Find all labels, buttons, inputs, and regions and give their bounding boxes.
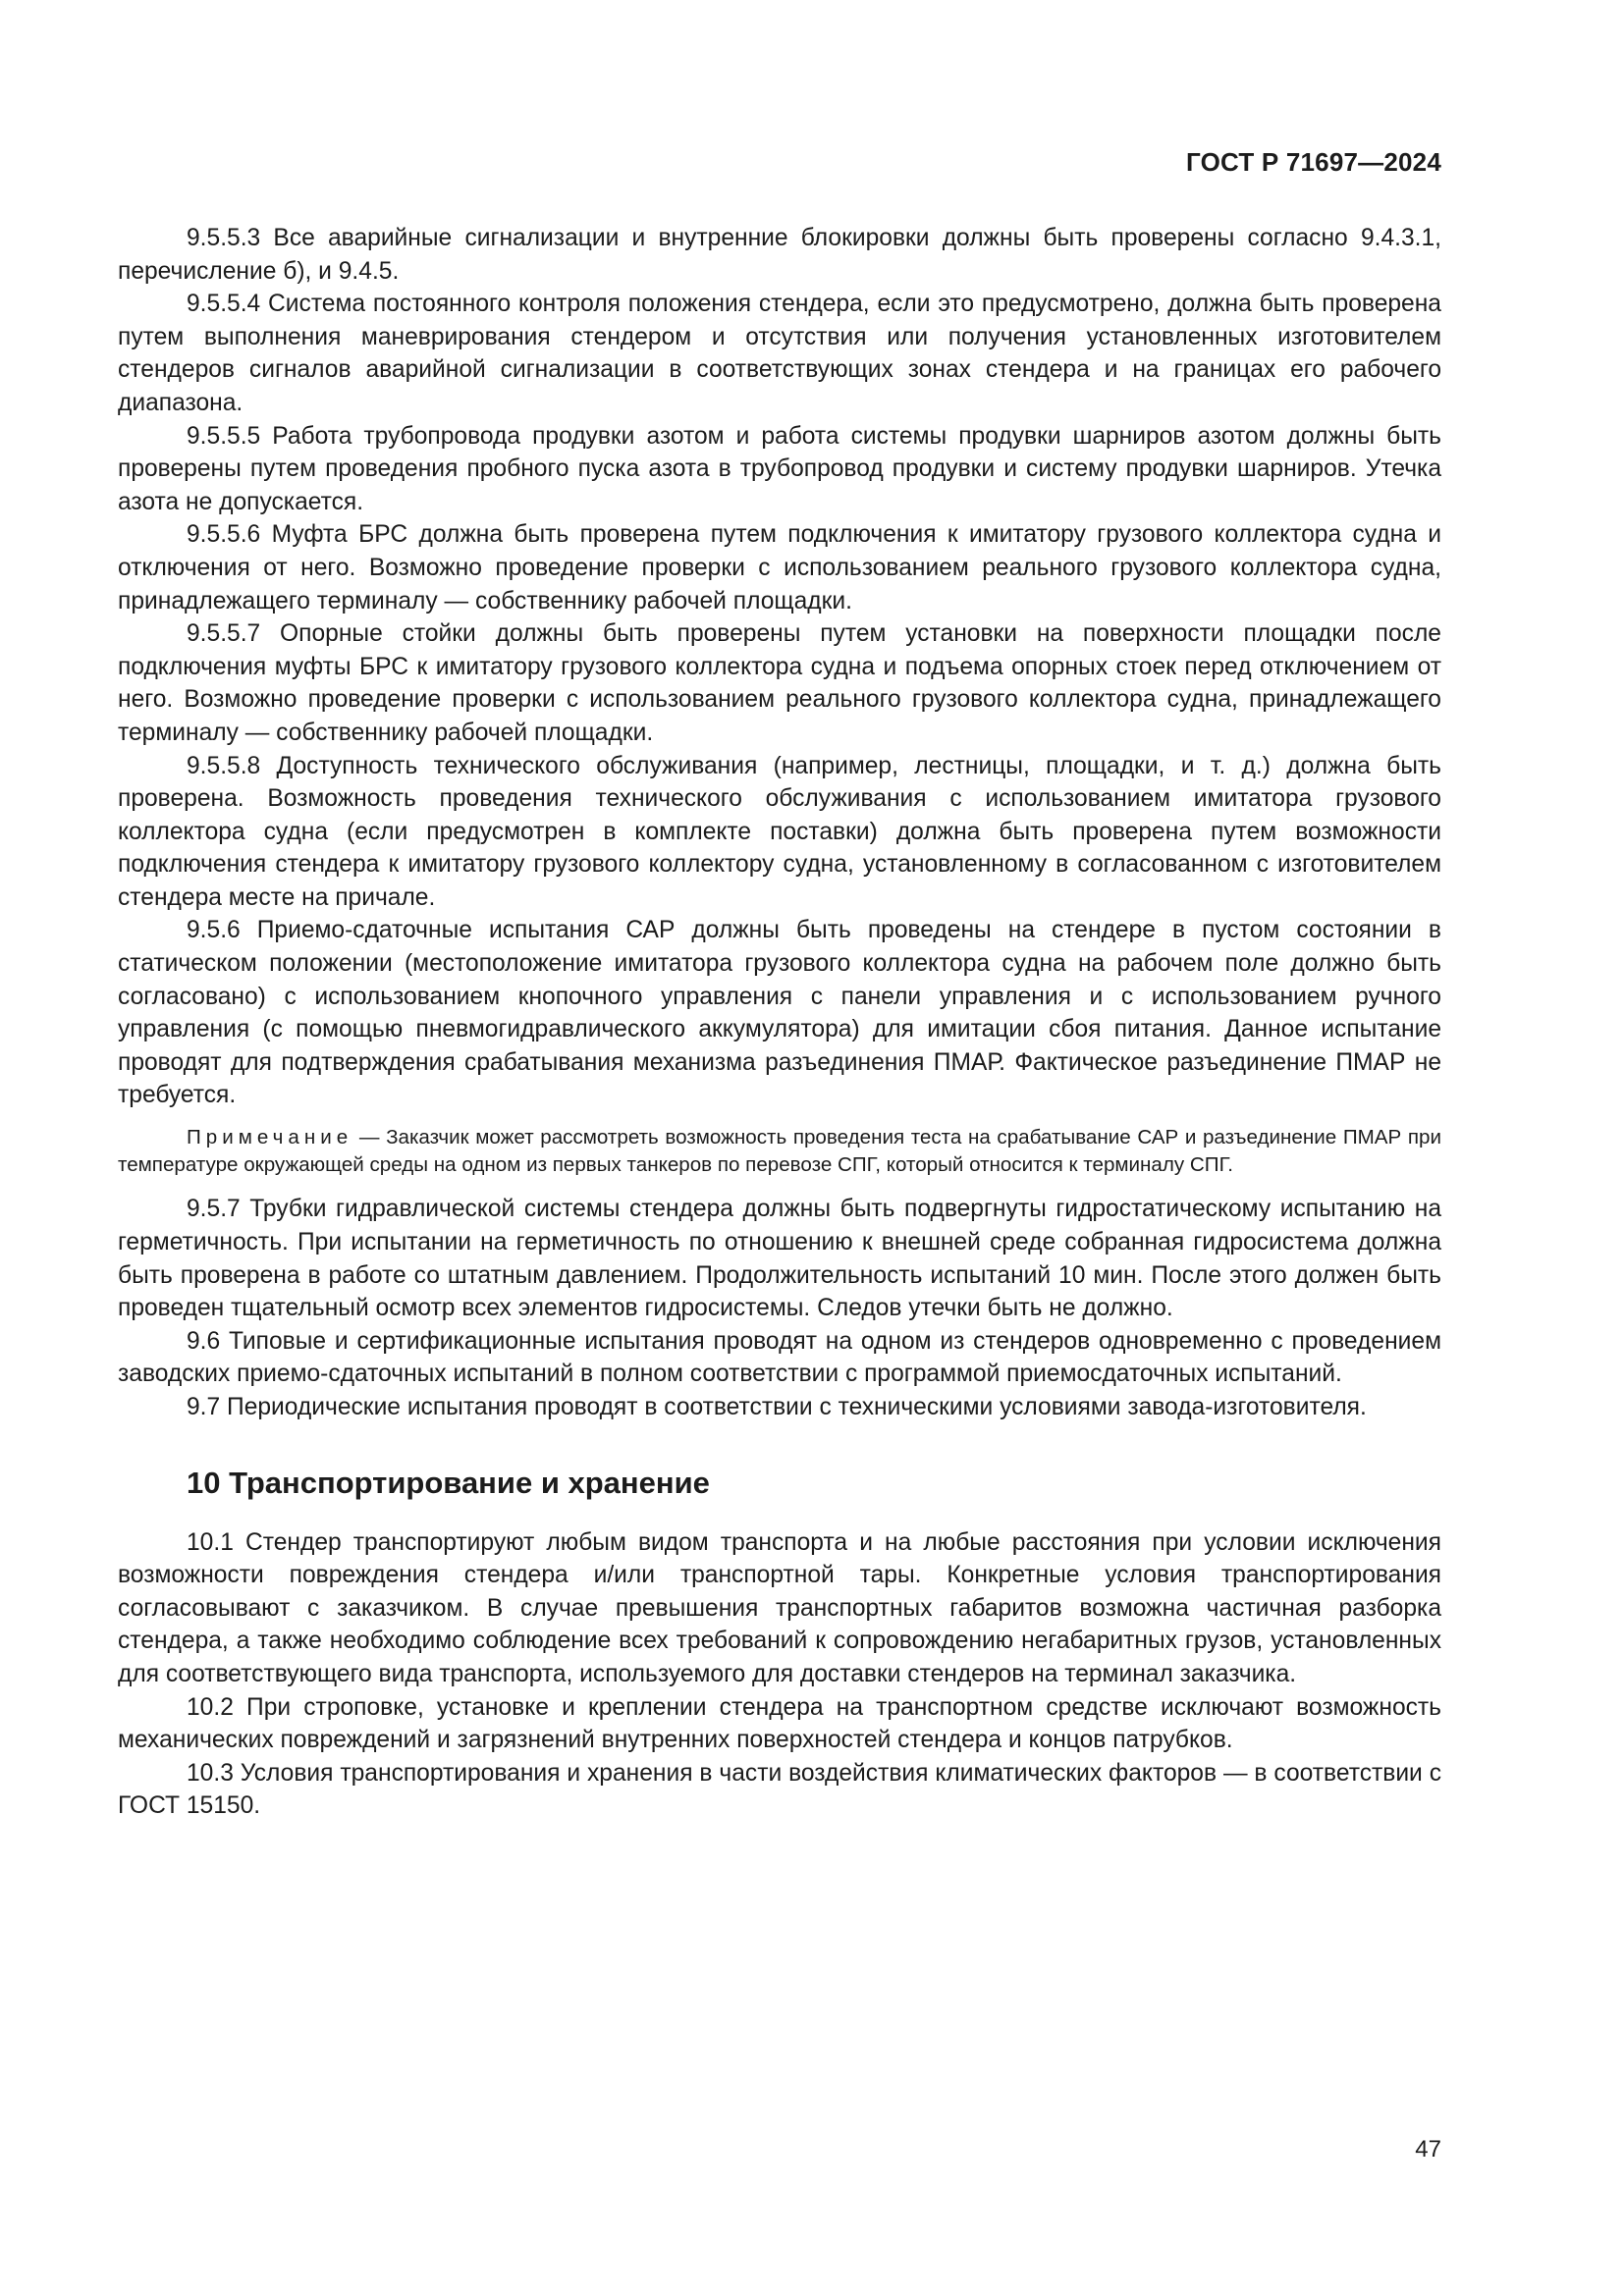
note-block [118, 1124, 1441, 1179]
paragraph-9-5-7: 9.5.7 Трубки гидравлической системы стендера должны быть подвергнуты гидростатическому испытанию на герметичность. При испытании на герметичность по отношению к внешней среде собранная гидросистема должна быть проверена в работе со штатным давлением. Продолжительность испытаний 10 мин. После этого должен быть проведен тщательный осмотр всех элементов гидросистемы. Следов утечки быть не должно. [118, 1196, 1441, 1322]
document-body [118, 222, 1441, 1823]
paragraph-10-1: 10.1 Стендер транспортируют любым видом транспорта и на любые расстояния при условии исключения возможности повреждения стендера и/или транспортной тары. Конкретные условия транспортирования согласовывают с заказчиком. В случае превышения транспортных габаритов возможна частичная разборка стендера, а также необходимо соблюдение всех требований к сопровождению негабаритных грузов, установленных для соответствующего вида транспорта, используемого для доставки стендеров на терминал заказчика. [118, 1528, 1441, 1687]
paragraph-9-5-6: 9.5.6 Приемо-сдаточные испытания САР должны быть проведены на стендере в пустом состоянии в статическом положении (местоположение имитатора грузового коллектора судна на рабочем поле должно быть согласовано) с использованием кнопочного управления с панели управления и с использованием ручного управления (с помощью пневмогидравлического аккумулятора) для имитации сбоя питания. Данное испытание проводят для подтверждения срабатывания механизма разъединения ПМАР. Фактическое разъединение ПМАР не требуется. [118, 917, 1441, 1109]
note-text: — Заказчик может рассмотреть возможность проведения теста на срабатывание САР и разъединение ПМАР при температуре окружающей среды на одном из первых танкеров по перевозе СПГ, который относится к терминалу СПГ. [118, 1126, 1441, 1177]
paragraph-10-3: 10.3 Условия транспортирования и хранения в части воздействия климатических факторов — в соответствии с ГОСТ 15150. [118, 1759, 1441, 1820]
paragraph-9-5-5-7: 9.5.5.7 Опорные стойки должны быть проверены путем установки на поверхности площадки после подключения муфты БРС к имитатору грузового коллектора судна и подъема опорных стоек перед отключением от него. Возможно проведение проверки с использованием реального грузового коллектора судна, принадлежащего терминалу — собственнику рабочей площадки. [118, 620, 1441, 746]
section-10-title: 10 Транспортирование и хранение [187, 1465, 710, 1500]
paragraph-9-5-5-8: 9.5.5.8 Доступность технического обслуживания (например, лестницы, площадки, и т. д.) должна быть проверена. Возможность проведения технического обслуживания с использованием имитатора грузового коллектора судна (если предусмотрен в комплекте поставки) должна быть проверена путем возможности подключения стендера к имитатору грузового коллектору судна, установленному в согласованном с изготовителем стендера месте на причале. [118, 752, 1441, 911]
paragraph-9-7: 9.7 Периодические испытания проводят в соответствии с техническими условиями завода-изготовителя. [187, 1394, 1367, 1420]
note-label: Примечание [187, 1126, 353, 1149]
paragraph-9-5-5-6: 9.5.5.6 Муфта БРС должна быть проверена путем подключения к имитатору грузового коллектора судна и отключения от него. Возможно проведение проверки с использованием реального грузового коллектора судна, принадлежащего терминалу — собственнику рабочей площадки. [118, 521, 1441, 614]
paragraph-10-2: 10.2 При строповке, установке и креплении стендера на транспортном средстве исключают возможность механических повреждений и загрязнений внутренних поверхностей стендера и концов патрубков. [118, 1693, 1441, 1754]
paragraph-9-6: 9.6 Типовые и сертификационные испытания проводят на одном из стендеров одновременно с проведением заводских приемо-сдаточных испытаний в полном соответствии с программой приемосдаточных испытаний. [118, 1327, 1441, 1388]
document-header-id: ГОСТ Р 71697—2024 [1186, 147, 1441, 177]
paragraph-9-5-5-3: 9.5.5.3 Все аварийные сигнализации и внутренние блокировки должны быть проверены согласно 9.4.3.1, перечисление б), и 9.4.5. [118, 225, 1441, 285]
paragraph-9-5-5-5: 9.5.5.5 Работа трубопровода продувки азотом и работа системы продувки шарниров азотом должны быть проверены путем проведения пробного пуска азота в трубопровод продувки и систему продувки шарниров. Утечка азота не допускается. [118, 422, 1441, 515]
paragraph-9-5-5-4: 9.5.5.4 Система постоянного контроля положения стендера, если это предусмотрено, должна быть проверена путем выполнения маневрирования стендером и отсутствия или получения установленных изготовителем стендеров сигналов аварийной сигнализации в соответствующих зонах стендера и на границах его рабочего диапазона. [118, 291, 1441, 416]
page-number: 47 [1415, 2136, 1441, 2163]
